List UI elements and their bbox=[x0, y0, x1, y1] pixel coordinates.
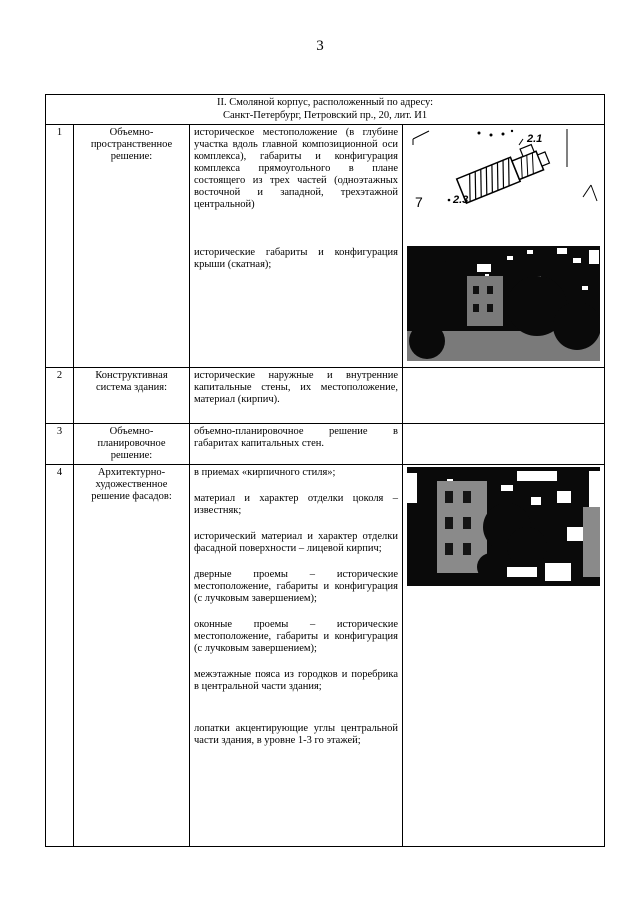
row-description bbox=[190, 465, 403, 847]
table-header-row bbox=[46, 95, 605, 125]
table-row bbox=[46, 465, 605, 847]
row-number: 1 bbox=[46, 125, 74, 368]
description-item: дверные проемы – исторические местоположение, габариты и конфигурация (с лучковым завершением); bbox=[194, 569, 398, 604]
building-roof-photo bbox=[407, 246, 600, 361]
row-name: Архитектурно-художественное решение фасадов: bbox=[74, 465, 190, 847]
row-illustrations bbox=[403, 125, 605, 368]
row-illustrations bbox=[403, 368, 605, 424]
row-number: 4 bbox=[46, 465, 74, 847]
description-item: исторические габариты и конфигурация крыши (скатная); bbox=[194, 247, 398, 270]
description-item: историческое местоположение (в глубине участка вдоль главной композиционной оси комплекса), габариты и конфигурация комплекса прямоугольного в плане состоящего из трех частей (одноэтажных восточной и западной, трехэтажной центральной) bbox=[194, 127, 398, 210]
row-name: Объемно-пространственное решение: bbox=[74, 125, 190, 368]
row-number: 3 bbox=[46, 424, 74, 465]
section-title: II. Смоляной корпус, расположенный по адресу: bbox=[216, 97, 434, 108]
table-row bbox=[46, 368, 605, 424]
plan-label-2-3: 2.3 bbox=[453, 194, 469, 206]
plan-label-2-1: 2.1 bbox=[527, 133, 543, 145]
row-description bbox=[190, 424, 403, 465]
page-number: 3 bbox=[316, 38, 324, 54]
plan-label-7: 7 bbox=[415, 194, 423, 210]
facade-photo bbox=[407, 467, 600, 586]
facade-photo-image bbox=[407, 467, 600, 586]
table-row bbox=[46, 424, 605, 465]
table-row bbox=[46, 125, 605, 368]
row-illustrations bbox=[403, 424, 605, 465]
description-item: исторический материал и характер отделки фасадной поверхности – лицевой кирпич; bbox=[194, 531, 398, 554]
row-number: 2 bbox=[46, 368, 74, 424]
description-item: в приемах «кирпичного стиля»; bbox=[194, 467, 336, 478]
site-plan-fragment bbox=[407, 127, 600, 227]
site-plan-drawing bbox=[407, 127, 601, 227]
section-address: Санкт-Петербург, Петровский пр., 20, лит. И1 bbox=[222, 109, 428, 121]
row-name: Объемно-планировочное решение: bbox=[74, 424, 190, 465]
description-item: межэтажные пояса из городков и поребрика в центральной части здания; bbox=[194, 669, 398, 692]
row-description bbox=[190, 368, 403, 424]
protection-subject-table bbox=[45, 94, 605, 847]
row-name: Конструктивная система здания: bbox=[74, 368, 190, 424]
description-item: исторические наружные и внутренние капитальные стены, их местоположение, материал (кирпич). bbox=[194, 370, 398, 405]
description-item: лопатки акцентирующие углы центральной части здания, в уровне 1-3 го этажей; bbox=[194, 723, 398, 746]
row-description bbox=[190, 125, 403, 368]
description-item: материал и характер отделки цоколя – известняк; bbox=[194, 493, 398, 516]
description-item: оконные проемы – исторические местоположение, габариты и конфигурация (с лучковым завершением); bbox=[194, 619, 398, 654]
roof-photo-image bbox=[407, 246, 600, 361]
row-illustrations bbox=[403, 465, 605, 847]
description-item: объемно-планировочное решение в габаритах капитальных стен. bbox=[194, 426, 398, 449]
section-header bbox=[46, 95, 605, 125]
